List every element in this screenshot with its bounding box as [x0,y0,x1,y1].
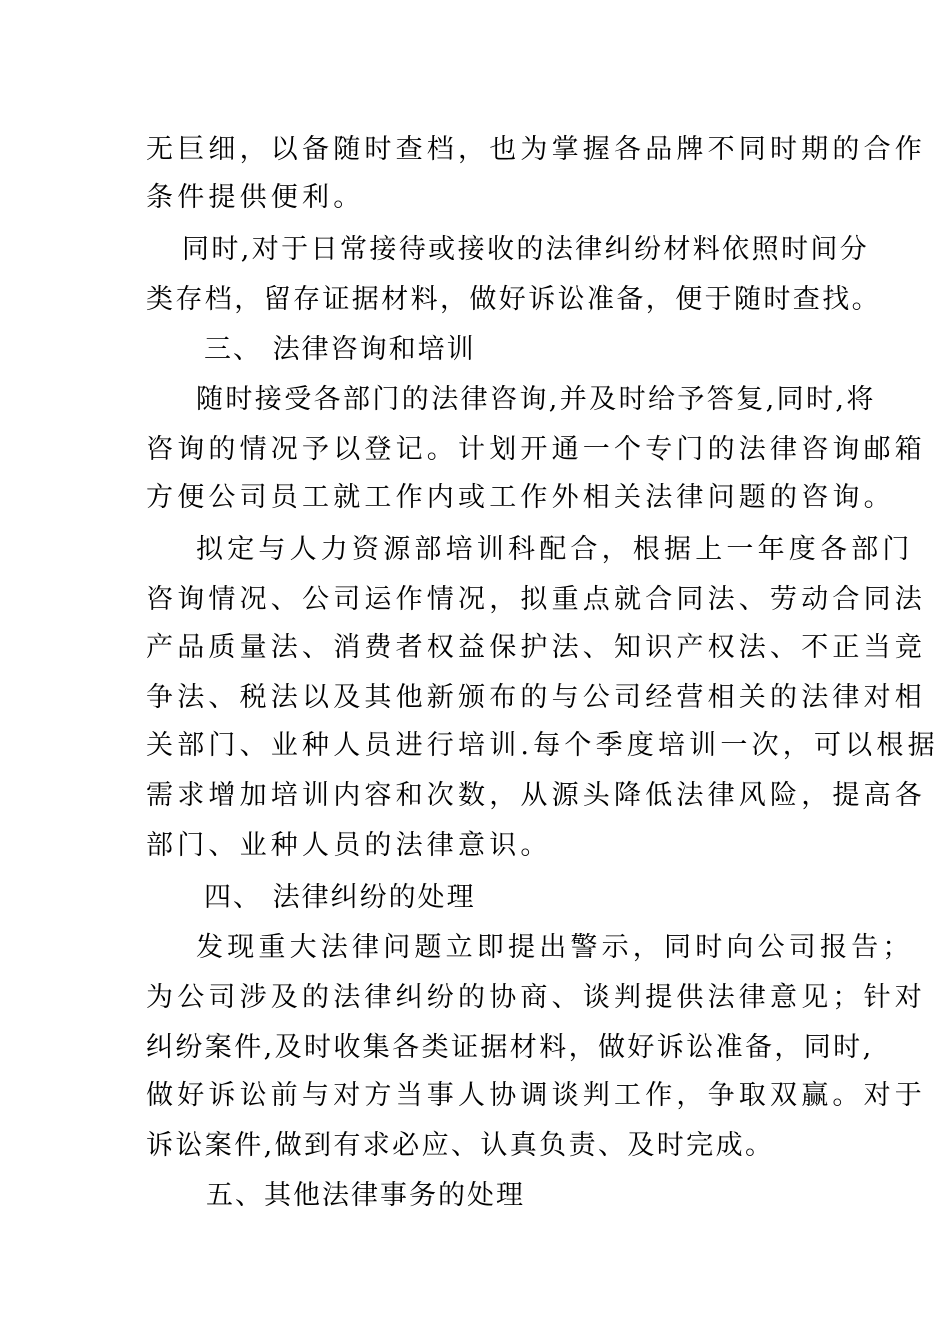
paragraph-line: 为公司涉及的法律纠纷的协商、谈判提供法律意见；针对 [146,982,926,1013]
section-heading-4: 四、 法律纠纷的处理 [204,882,476,913]
paragraph-line: 需求增加培训内容和次数，从源头降低法律风险，提高各 [146,780,926,811]
paragraph-line: 做好诉讼前与对方当事人协调谈判工作，争取双赢。对于 [146,1080,926,1111]
paragraph-line: 条件提供便利。 [146,182,365,213]
paragraph-line: 关部门、业种人员进行培训.每个季度培训一次，可以根据 [146,730,939,761]
paragraph-line: 同时,对于日常接待或接收的法律纠纷材料依照时间分 [182,234,870,265]
paragraph-line: 方便公司员工就工作内或工作外相关法律问题的咨询。 [146,482,895,513]
paragraph-line: 类存档，留存证据材料，做好诉讼准备，便于随时查找。 [146,284,881,315]
paragraph-line: 拟定与人力资源部培训科配合，根据上一年度各部门 [196,534,914,565]
paragraph-line: 咨询的情况予以登记。计划开通一个专门的法律咨询邮箱 [146,434,926,465]
section-heading-5: 五、其他法律事务的处理 [206,1180,525,1211]
paragraph-line: 产品质量法、消费者权益保护法、知识产权法、不正当竞 [146,632,926,663]
paragraph-line: 无巨细，以备随时查档，也为掌握各品牌不同时期的合作 [146,134,926,165]
section-heading-3: 三、 法律咨询和培训 [204,334,476,365]
paragraph-line: 纠纷案件,及时收集各类证据材料，做好诉讼准备，同时, [146,1032,874,1063]
paragraph-line: 咨询情况、公司运作情况，拟重点就合同法、劳动合同法 [146,584,926,615]
paragraph-line: 部门、业种人员的法律意识。 [146,830,552,861]
paragraph-line: 争法、税法以及其他新颁布的与公司经营相关的法律对相 [146,682,926,713]
paragraph-line: 诉讼案件,做到有求必应、认真负责、及时完成。 [146,1130,775,1161]
paragraph-line: 随时接受各部门的法律咨询,并及时给予答复,同时,将 [196,384,876,415]
paragraph-line: 发现重大法律问题立即提出警示，同时向公司报告； [196,932,914,963]
